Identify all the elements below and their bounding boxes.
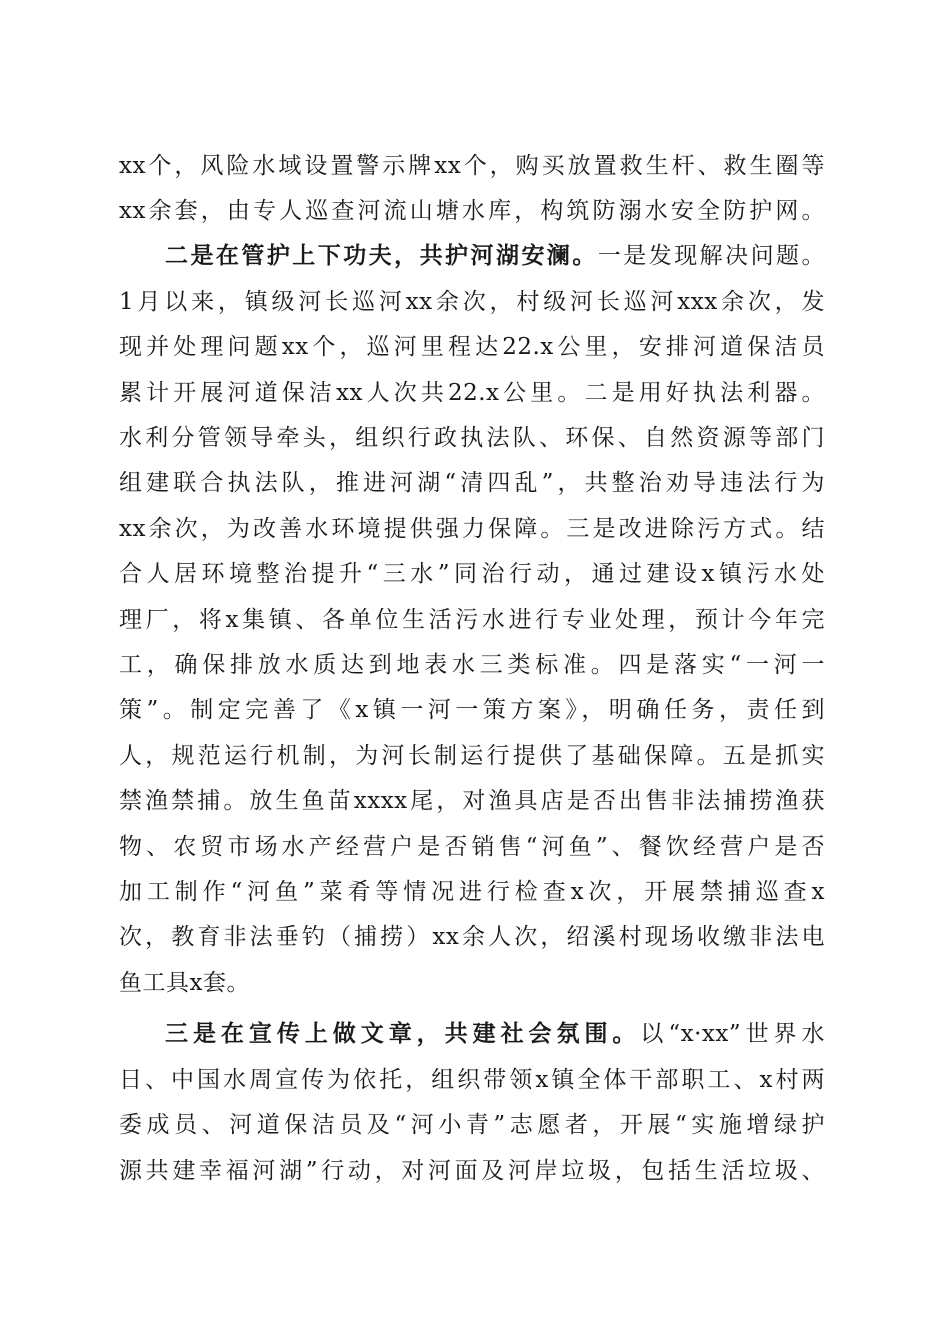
text-line: 累计开展河道保洁xx人次共22.x公里。二是用好执法利器。 — [119, 380, 825, 406]
text-line: 鱼工具x套。 — [119, 970, 250, 996]
text-line: 策”。制定完善了《x镇一河一策方案》，明确任务，责任到 — [119, 697, 825, 723]
paragraph-heading-line — [165, 236, 825, 276]
text-line: 日、中国水周宣传为依托，组织带领x镇全体干部职工、x村两 — [119, 1067, 825, 1093]
text-line: 现并处理问题xx个，巡河里程达22.x公里，安排河道保洁员 — [119, 334, 825, 360]
text-line: 禁渔禁捕。放生鱼苗xxxx尾，对渔具店是否出售非法捕捞渔获 — [119, 788, 825, 814]
paragraph-heading-line — [165, 1014, 825, 1054]
text-line: 理厂，将x集镇、各单位生活污水进行专业处理，预计今年完 — [119, 607, 825, 633]
text-line: 加工制作“河鱼”菜肴等情况进行检查x次，开展禁捕巡查x — [119, 879, 825, 905]
text-line: 组建联合执法队，推进河湖“清四乱”，共整治劝导违法行为 — [119, 470, 825, 496]
text-line: xx个，风险水域设置警示牌xx个，购买放置救生杆、救生圈等 — [119, 153, 825, 179]
paragraph-heading: 三是在宣传上做文章，共建社会氛围。 — [165, 1020, 641, 1047]
text-line: 物、农贸市场水产经营户是否销售“河鱼”、餐饮经营户是否 — [119, 834, 825, 860]
text-line: 人，规范运行机制，为河长制运行提供了基础保障。五是抓实 — [119, 743, 825, 769]
text-line: 一是发现解决问题。 — [597, 243, 826, 269]
text-line: 委成员、河道保洁员及“河小青”志愿者，开展“实施增绿护 — [119, 1112, 825, 1138]
text-line: xx余次，为改善水环境提供强力保障。三是改进除污方式。结 — [119, 516, 825, 542]
text-line: 源共建幸福河湖”行动，对河面及河岸垃圾，包括生活垃圾、 — [119, 1158, 825, 1184]
text-line: 1月以来，镇级河长巡河xx余次，村级河长巡河xxx余次，发 — [119, 289, 825, 315]
text-line: 合人居环境整治提升“三水”同治行动，通过建设x镇污水处 — [119, 561, 825, 587]
text-line: xx余套，由专人巡查河流山塘水库，构筑防溺水安全防护网。 — [119, 198, 825, 224]
paragraph-heading: 二是在管护上下功夫，共护河湖安澜。 — [165, 242, 598, 269]
text-line: 次，教育非法垂钓（捕捞）xx余人次，绍溪村现场收缴非法电 — [119, 924, 825, 950]
text-line: 工，确保排放水质达到地表水三类标准。四是落实“一河一 — [119, 652, 825, 678]
text-line: 水利分管领导牵头，组织行政执法队、环保、自然资源等部门 — [119, 425, 825, 451]
text-line: 以“x·xx”世界水 — [640, 1021, 826, 1047]
